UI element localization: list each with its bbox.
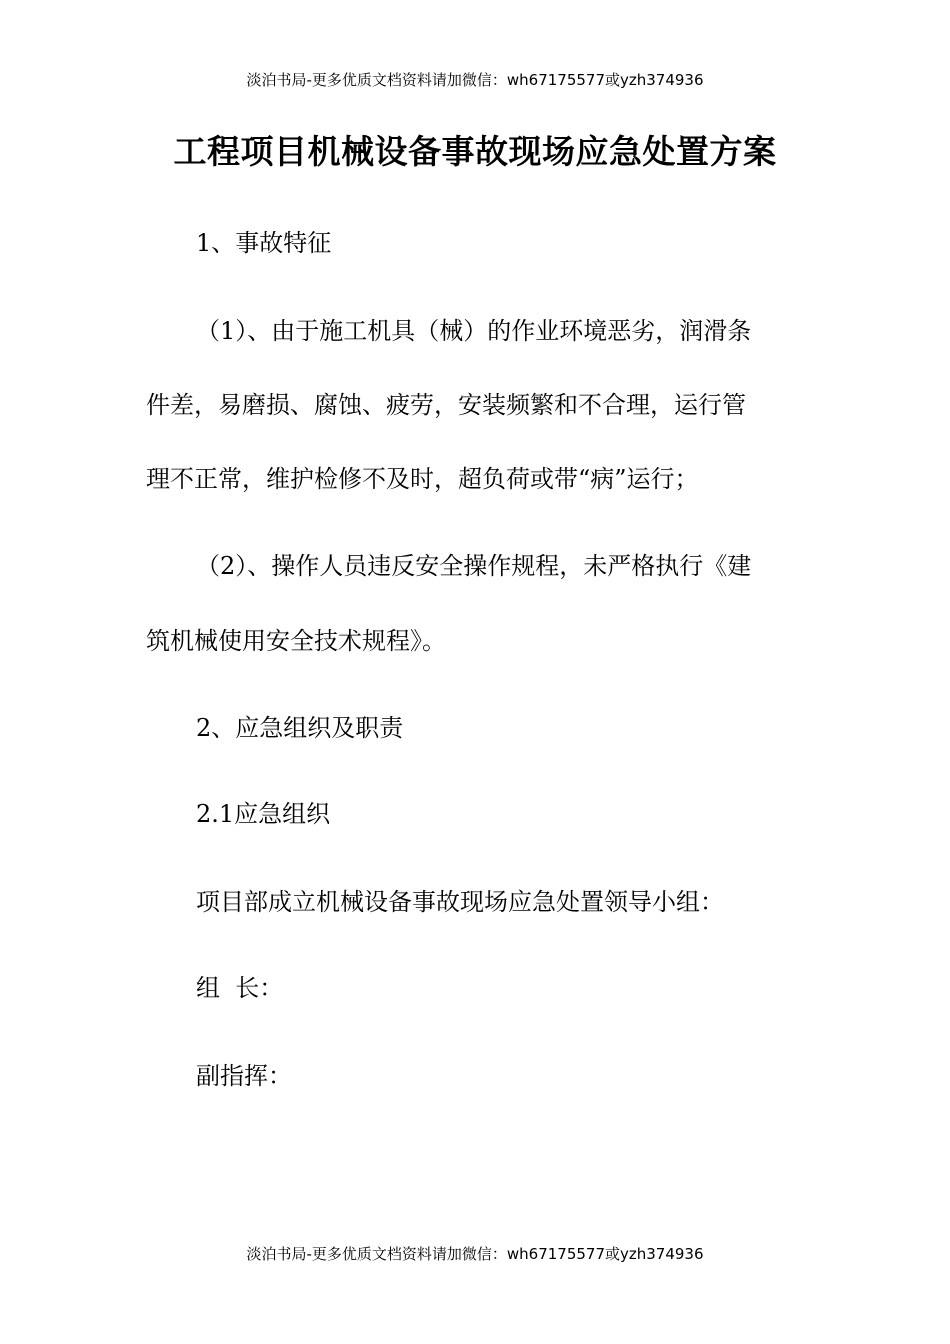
footer-watermark-note: 淡泊书局-更多优质文档资料请加微信：wh67175577或yzh374936: [246, 1245, 704, 1263]
paragraph-1-line-3: 理不正常，维护检修不及时，超负荷或带“病”运行；: [146, 465, 699, 493]
paragraph-1-line-1: （1）、由于施工机具（械）的作业环境恶劣，润滑条: [196, 317, 752, 345]
leader-label: 组 长：: [196, 974, 284, 1002]
section-1-heading: 1、事故特征: [196, 229, 332, 257]
section-2-heading: 2、应急组织及职责: [196, 714, 404, 742]
deputy-label: 副指挥：: [196, 1062, 292, 1090]
document-title: 工程项目机械设备事故现场应急处置方案: [173, 132, 777, 171]
header-watermark-note: 淡泊书局-更多优质文档资料请加微信：wh67175577或yzh374936: [246, 71, 704, 89]
paragraph-2-line-1: （2）、操作人员违反安全操作规程，未严格执行《建: [196, 552, 752, 580]
subsection-2-1-heading: 2.1应急组织: [196, 800, 331, 828]
paragraph-2-line-2: 筑机械使用安全技术规程》。: [146, 627, 446, 655]
paragraph-3: 项目部成立机械设备事故现场应急处置领导小组：: [196, 888, 724, 916]
paragraph-1-line-2: 件差，易磨损、腐蚀、疲劳，安装频繁和不合理，运行管: [146, 391, 746, 419]
